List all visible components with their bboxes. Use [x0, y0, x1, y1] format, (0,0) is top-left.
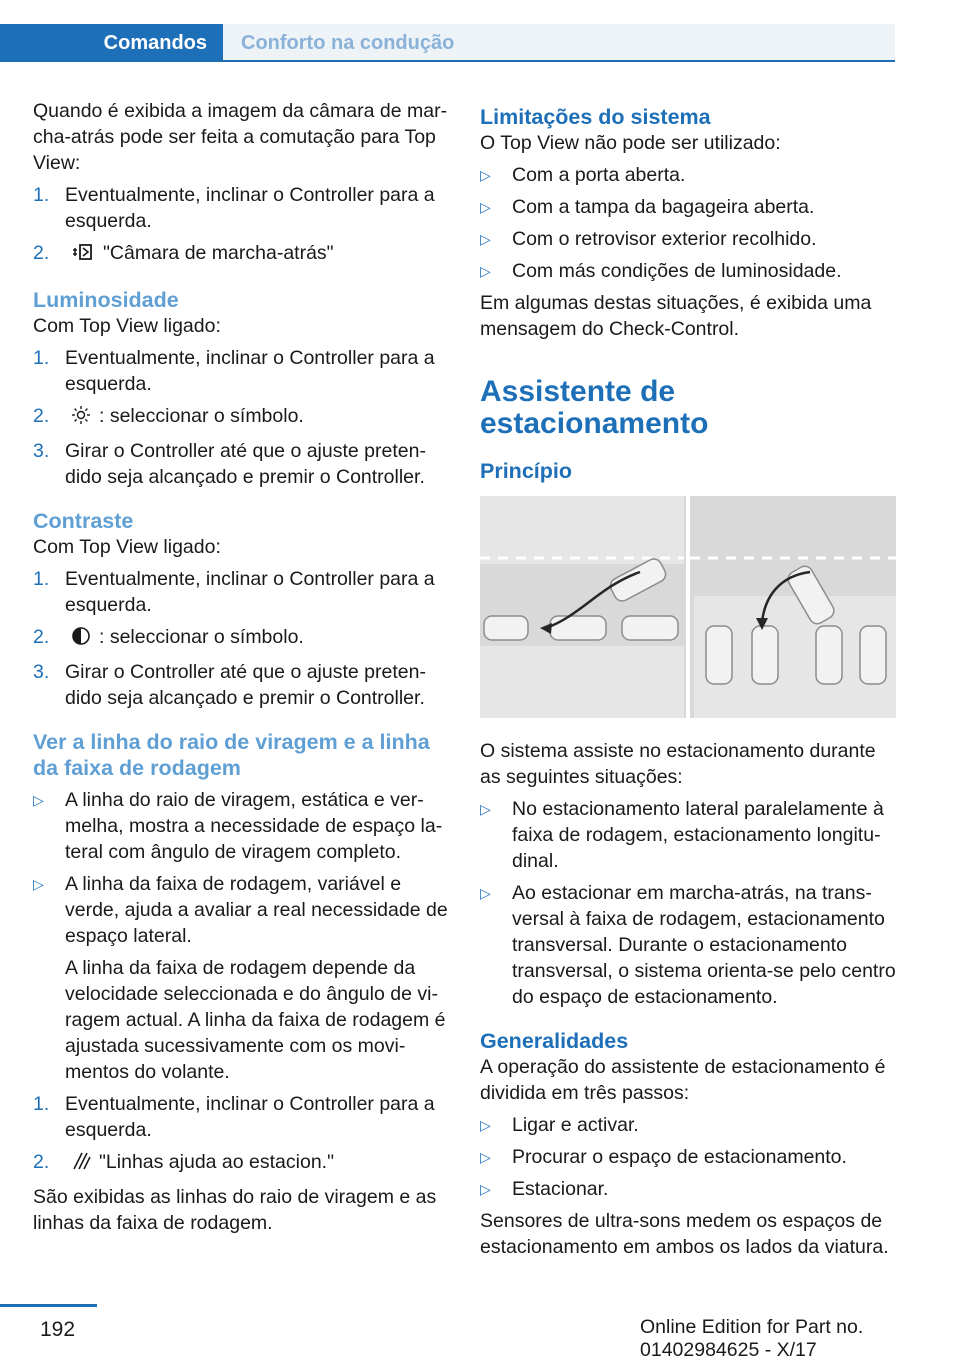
- page-header: [0, 0, 960, 62]
- list-item: [480, 162, 896, 188]
- step-text: "Câmara de marcha-atrás": [103, 242, 334, 264]
- bullet-triangle-icon: ▷: [480, 199, 491, 215]
- brightness-lead: Com Top View ligado:: [33, 315, 221, 337]
- intro-steps: [33, 182, 449, 269]
- list-item: [33, 403, 449, 432]
- bullet-text: A linha da faixa de rodagem, variável e verde, ajuda a avaliar a real necessidade de espaço lateral.: [65, 873, 448, 947]
- contrast-steps: [33, 566, 449, 711]
- bullet-triangle-icon: ▷: [480, 885, 491, 901]
- parking-illustration-svg: [480, 496, 896, 718]
- list-item: [33, 240, 449, 269]
- bullet-triangle-icon: ▷: [480, 801, 491, 817]
- step-text: Eventualmente, inclinar o Controller para a esquerda.: [65, 568, 435, 616]
- bullet-text: No estacionamento lateral paralelamente à faixa de rodagem, estacionamento longitudinal.: [512, 798, 884, 872]
- limits-bullets: [480, 162, 896, 284]
- bullet-triangle-icon: ▷: [480, 231, 491, 247]
- list-item: [33, 1149, 449, 1178]
- bullet-triangle-icon: ▷: [480, 1117, 491, 1133]
- bullet-text: Ao estacionar em marcha-atrás, na transversal à faixa de rodagem, estacionamento transversal. Durante o estacionamento transversal, o sistema orienta-se pelo centro do espaço de estacionamento.: [512, 882, 896, 1008]
- bullet-text: Com a tampa da bagageira aberta.: [512, 196, 815, 218]
- parking-lines-icon: [71, 1151, 91, 1178]
- edition-note: Online Edition for Part no. 01402984625 - X/17: [640, 1316, 864, 1361]
- bullet-triangle-icon: ▷: [33, 876, 44, 892]
- principle-bullets: [480, 796, 896, 1010]
- list-item: [480, 258, 896, 284]
- bullet-triangle-icon: ▷: [480, 1149, 491, 1165]
- right-column: [480, 98, 896, 1266]
- list-item: [33, 1091, 449, 1143]
- brightness-icon: [71, 405, 91, 432]
- list-item: [480, 1176, 896, 1202]
- rear-camera-icon: [71, 242, 95, 269]
- bullet-text: Ligar e activar.: [512, 1114, 639, 1136]
- list-item: [33, 624, 449, 653]
- bullet-triangle-icon: ▷: [480, 167, 491, 183]
- step-number: 1.: [33, 568, 50, 590]
- parking-illustration: [480, 496, 896, 718]
- bullet-triangle-icon: ▷: [480, 1181, 491, 1197]
- list-item: [33, 345, 449, 397]
- section-title-assistente: Assistente de estacionamento: [480, 375, 709, 440]
- list-item: [480, 194, 896, 220]
- step-number: 2.: [33, 242, 50, 264]
- limits-lead: O Top View não pode ser utilizado:: [480, 132, 781, 154]
- step-text: Eventualmente, inclinar o Controller para a esquerda.: [65, 347, 435, 395]
- list-item: [33, 566, 449, 618]
- bullet-text: Estacionar.: [512, 1178, 609, 1200]
- step-text: Girar o Controller até que o ajuste pretendido seja alcançado e premir o Controller.: [65, 661, 426, 709]
- step-number: 2.: [33, 1151, 50, 1173]
- heading-contraste: Contraste: [33, 509, 134, 533]
- tab-comandos[interactable]: Comandos: [0, 24, 223, 62]
- list-item: [33, 787, 449, 865]
- heading-luminosidade: Luminosidade: [33, 288, 179, 312]
- step-number: 1.: [33, 1093, 50, 1115]
- bullet-subparagraph: A linha da faixa de rodagem depende da velocidade seleccionada e do ângulo de viragem actual. A linha da faixa de rodagem é ajustada sucessivamente com os movimentos do volante.: [65, 957, 446, 1083]
- bullet-triangle-icon: ▷: [33, 792, 44, 808]
- step-text: : seleccionar o símbolo.: [99, 626, 304, 648]
- general-bullets: [480, 1112, 896, 1202]
- intro-paragraph: Quando é exibida a imagem da câmara de marcha-atrás pode ser feita a comutação para Top View:: [33, 100, 448, 174]
- lines-steps: [33, 1091, 449, 1178]
- principle-paragraph: O sistema assiste no estacionamento durante as seguintes situações:: [480, 740, 876, 788]
- heading-limitacoes: Limitações do sistema: [480, 105, 711, 129]
- footer-rule: [0, 1304, 97, 1307]
- tab-conforto[interactable]: Conforto na condução: [223, 24, 895, 62]
- list-item: [480, 1144, 896, 1170]
- contrast-icon: [71, 626, 91, 653]
- page-number: 192: [40, 1318, 76, 1341]
- step-text: : seleccionar o símbolo.: [99, 405, 304, 427]
- step-number: 2.: [33, 626, 50, 648]
- bullet-text: Com a porta aberta.: [512, 164, 686, 186]
- lines-closing: São exibidas as linhas do raio de viragem e as linhas da faixa de rodagem.: [33, 1186, 437, 1234]
- contrast-lead: Com Top View ligado:: [33, 536, 221, 558]
- bullet-text: Com más condições de luminosidade.: [512, 260, 842, 282]
- list-item: [480, 796, 896, 874]
- list-item: [33, 438, 449, 490]
- step-number: 3.: [33, 440, 50, 462]
- step-number: 3.: [33, 661, 50, 683]
- heading-linhas: Ver a linha do raio de viragem e a linha da faixa de rodagem: [33, 730, 430, 780]
- list-item: [33, 182, 449, 234]
- step-text: Eventualmente, inclinar o Controller para a esquerda.: [65, 184, 435, 232]
- list-item: [33, 659, 449, 711]
- brightness-steps: [33, 345, 449, 490]
- limits-closing: Em algumas destas situações, é exibida uma mensagem do Check-Control.: [480, 292, 872, 340]
- list-item: [480, 880, 896, 1010]
- list-item: [480, 1112, 896, 1138]
- bullet-triangle-icon: ▷: [480, 263, 491, 279]
- list-item: [480, 226, 896, 252]
- heading-generalidades: Generalidades: [480, 1029, 629, 1053]
- step-text: "Linhas ajuda ao estacion.": [99, 1151, 335, 1173]
- heading-principio: Princípio: [480, 459, 572, 483]
- step-text: Eventualmente, inclinar o Controller para a esquerda.: [65, 1093, 435, 1141]
- header-rule: [223, 60, 895, 62]
- step-number: 2.: [33, 405, 50, 427]
- bullet-text: Com o retrovisor exterior recolhido.: [512, 228, 817, 250]
- general-paragraph: A operação do assistente de estacionamento é dividida em três passos:: [480, 1056, 886, 1104]
- bullet-text: Procurar o espaço de estacionamento.: [512, 1146, 847, 1168]
- step-number: 1.: [33, 347, 50, 369]
- bullet-text: A linha do raio de viragem, estática e vermelha, mostra a necessidade de espaço lateral com ângulo de viragem completo.: [65, 789, 443, 863]
- left-column: [33, 98, 449, 1242]
- step-number: 1.: [33, 184, 50, 206]
- step-text: Girar o Controller até que o ajuste pretendido seja alcançado e premir o Controller.: [65, 440, 426, 488]
- general-closing: Sensores de ultra-sons medem os espaços de estacionamento em ambos os lados da viatura.: [480, 1210, 889, 1258]
- lines-bullets: [33, 787, 449, 1085]
- list-item: [33, 871, 449, 1085]
